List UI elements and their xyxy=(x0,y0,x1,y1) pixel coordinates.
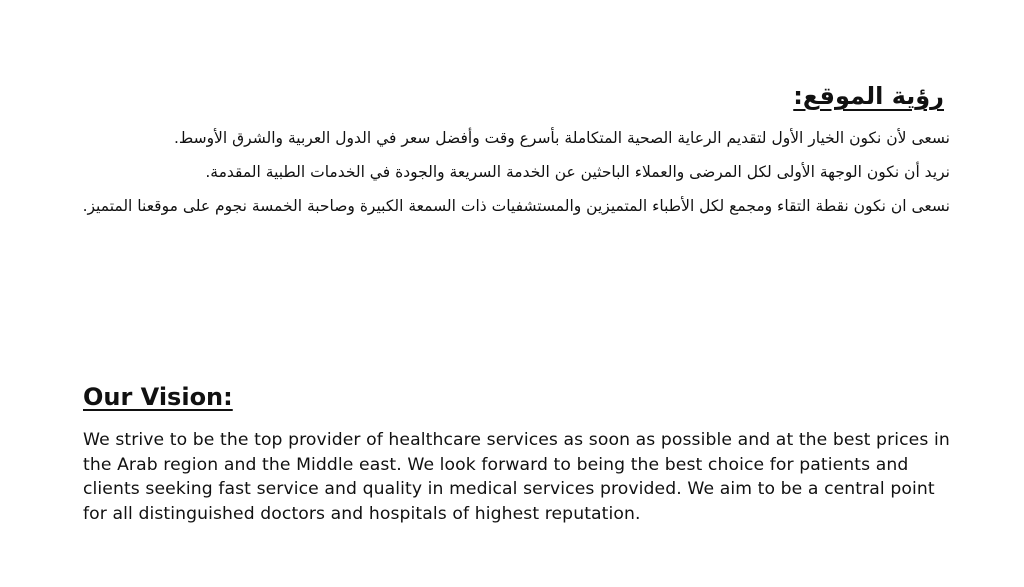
arabic-vision-title: رؤية الموقع: xyxy=(793,82,944,110)
arabic-vision-paragraph-3: نسعى ان نكون نقطة التقاء ومجمع لكل الأطباء المتميزين والمستشفيات ذات السمعة الكبيرة وصاحبة الخمسة نجوم على موقعنا المتميز. xyxy=(82,197,950,215)
english-vision-paragraph: We strive to be the top provider of healthcare services as soon as possible and at the best prices in the Arab region and the Middle east. We look forward to being the best choice for patients and clients seeking fast service and quality in medical services provided. We aim to be a central point for all distinguished doctors and hospitals of highest reputation. xyxy=(83,430,950,524)
arabic-vision-paragraph-1: نسعى لأن نكون الخيار الأول لتقديم الرعاية الصحية المتكاملة بأسرع وقت وأفضل سعر في الدول العربية والشرق الأوسط. xyxy=(173,129,950,147)
english-vision-title: Our Vision: xyxy=(83,383,233,411)
arabic-vision-paragraph-2: نريد أن نكون الوجهة الأولى لكل المرضى والعملاء الباحثين عن الخدمة السريعة والجودة في الخدمات الطبية المقدمة. xyxy=(205,163,950,181)
english-vision-section xyxy=(83,380,953,526)
arabic-vision-section xyxy=(78,80,950,228)
